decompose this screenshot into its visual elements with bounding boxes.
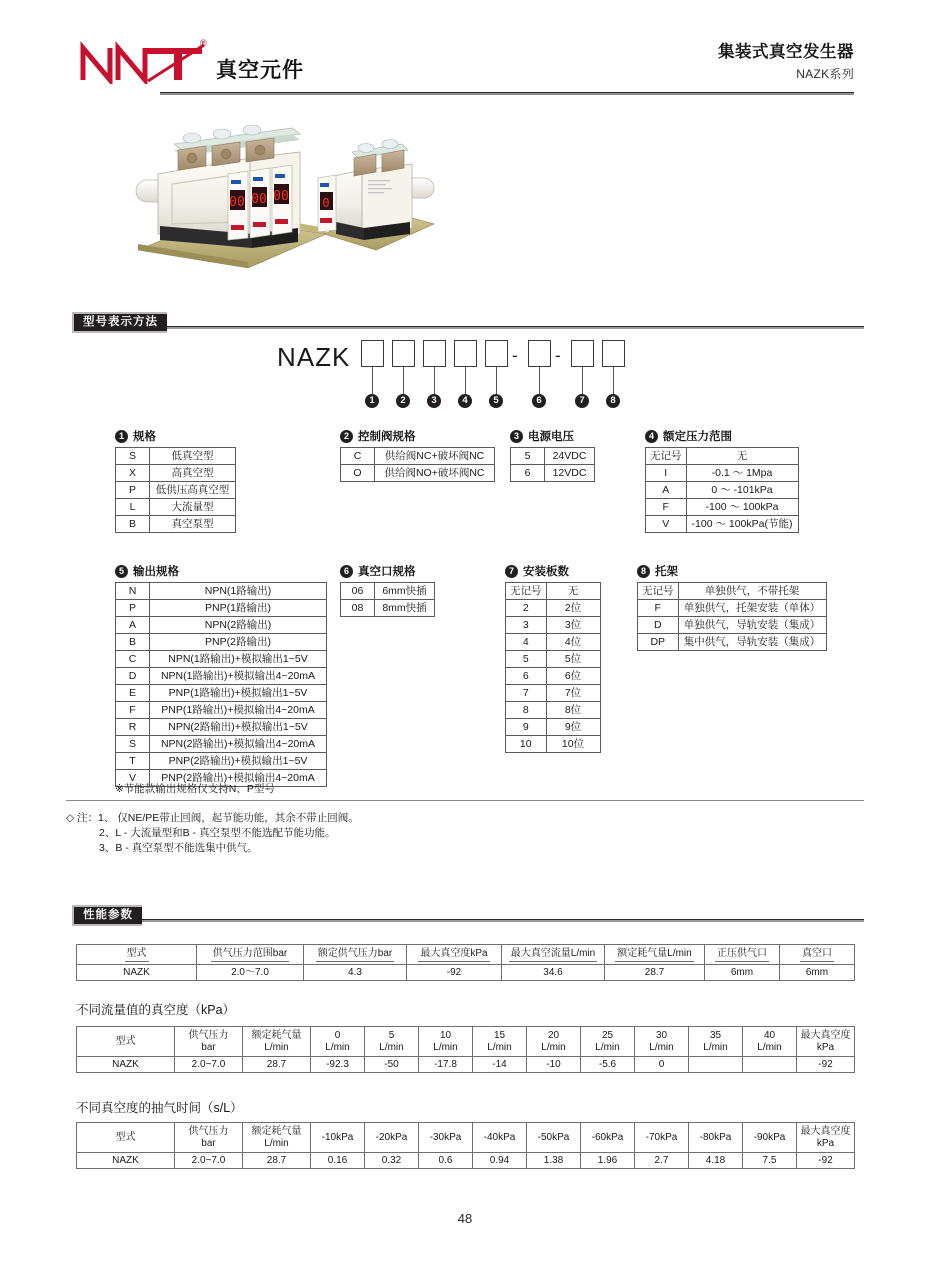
leader-line-8 [613, 367, 614, 394]
table-row: 5 5位 [506, 651, 601, 668]
col-header: -30kPa [419, 1123, 473, 1153]
model-code-diagram [0, 340, 930, 412]
col-header: 正压供气口 [705, 945, 780, 965]
table-row [77, 965, 855, 981]
cell: NAZK [77, 965, 197, 981]
svg-text:00: 00 [229, 195, 245, 210]
cell [689, 1057, 743, 1073]
col-header: 型式 [77, 1027, 175, 1057]
table-row: X 高真空型 [116, 465, 236, 482]
table-row: 2 2位 [506, 600, 601, 617]
section-header-performance [72, 905, 864, 922]
cell: 6mm [780, 965, 855, 981]
cell [743, 1057, 797, 1073]
cell: 2.0~7.0 [175, 1057, 243, 1073]
group-title-text: 电源电压 [528, 431, 574, 443]
option-group-specification [115, 428, 236, 533]
option-table [645, 447, 799, 533]
leader-line-1 [372, 367, 373, 394]
col-header: 供气压力 bar [175, 1027, 243, 1057]
cell: -92 [797, 1153, 855, 1169]
col-header: 真空口 [780, 945, 855, 965]
col-header: 型式 [77, 1123, 175, 1153]
col-header: 最大真空度 kPa [797, 1027, 855, 1057]
col-header: 额定耗气量L/min [605, 945, 705, 965]
table-row: V -100 ～ 100kPa(节能) [646, 516, 799, 533]
cell: 4.18 [689, 1153, 743, 1169]
cell: 6mm [705, 965, 780, 981]
col-header: -40kPa [473, 1123, 527, 1153]
table-row: 无记号 单独供气，不带托架 [638, 583, 827, 600]
table-row: N NPN(1路输出) [116, 583, 327, 600]
option-group-control-valve [340, 428, 495, 482]
page-series: NAZK系列 [796, 67, 854, 81]
cell: 0.32 [365, 1153, 419, 1169]
leader-line-2 [403, 367, 404, 394]
cell: 28.7 [605, 965, 705, 981]
table-row: B 真空泵型 [116, 516, 236, 533]
leader-line-4 [465, 367, 466, 394]
table-row: 无记号 无 [506, 583, 601, 600]
leader-line-3 [434, 367, 435, 394]
group-number-icon: 7 [505, 565, 518, 578]
cell: 0 [635, 1057, 689, 1073]
note-line-3: 3、B - 真空泵型不能选集中供气。 [99, 842, 258, 854]
table-row: F 单独供气，托架安装（单体） [638, 600, 827, 617]
col-header: 最大真空度 kPa [797, 1123, 855, 1153]
table-row: C 供给阀NC+破坏阀NC [341, 448, 495, 465]
cell: 4.3 [304, 965, 407, 981]
registered-trademark-icon: ® [200, 38, 207, 48]
option-group-pressure-range [645, 428, 799, 533]
header-title-block [718, 38, 854, 82]
cell: -92.3 [311, 1057, 365, 1073]
option-group-bracket [637, 563, 827, 651]
product-photo [130, 122, 440, 272]
cell: -10 [527, 1057, 581, 1073]
group-number-icon: 4 [645, 430, 658, 443]
table-row: D NPN(1路输出)+模拟输出4~20mA [116, 668, 327, 685]
table-row: S 低真空型 [116, 448, 236, 465]
section-label: 型号表示方法 [72, 312, 167, 333]
table-row: E PNP(1路输出)+模拟输出1~5V [116, 685, 327, 702]
table-row: B PNP(2路输出) [116, 634, 327, 651]
col-header: 10 L/min [419, 1027, 473, 1057]
model-marker-7: 7 [575, 394, 589, 408]
group-title-text: 规格 [133, 431, 156, 443]
option-table [637, 582, 827, 651]
table-row: 06 6mm快插 [341, 583, 435, 600]
table-row: L 大流量型 [116, 499, 236, 516]
table-row: 无记号 无 [646, 448, 799, 465]
pumping-time-title: 不同真空度的抽气时间（s/L） [76, 1101, 243, 1115]
cell: 2.7 [635, 1153, 689, 1169]
table-row: 5 24VDC [511, 448, 595, 465]
model-box-1[interactable] [361, 340, 384, 367]
page-title: 集装式真空发生器 [718, 43, 854, 61]
cell: -50 [365, 1057, 419, 1073]
option-group-output-spec [115, 563, 327, 787]
cell: -5.6 [581, 1057, 635, 1073]
group-number-icon: 1 [115, 430, 128, 443]
table-row: 4 4位 [506, 634, 601, 651]
table-row: R NPN(2路输出)+模拟输出1~5V [116, 719, 327, 736]
col-header: 0 L/min [311, 1027, 365, 1057]
col-header: 25 L/min [581, 1027, 635, 1057]
table-row: F PNP(1路输出)+模拟输出4~20mA [116, 702, 327, 719]
model-marker-3: 3 [427, 394, 441, 408]
col-header: -80kPa [689, 1123, 743, 1153]
model-marker-4: 4 [458, 394, 472, 408]
note-text-1: 1、 仅NE/PE带止回阀，起节能功能，其余不带止回阀。 [98, 812, 359, 824]
option-table [115, 447, 236, 533]
model-box-4[interactable] [454, 340, 477, 367]
table-header-row [77, 945, 855, 965]
table-row: 7 7位 [506, 685, 601, 702]
col-header: -90kPa [743, 1123, 797, 1153]
group-title-text: 额定压力范围 [663, 431, 732, 443]
option-table [510, 447, 595, 482]
group-title [645, 428, 799, 444]
model-marker-1: 1 [365, 394, 379, 408]
model-box-8[interactable] [602, 340, 625, 367]
table-row: 10 10位 [506, 736, 601, 753]
model-box-5[interactable] [485, 340, 508, 367]
nnt-logo [78, 40, 213, 82]
group-number-icon: 2 [340, 430, 353, 443]
table-row: DP 集中供气，导轨安装（集成） [638, 634, 827, 651]
table-row: O 供给阀NO+破坏阀NC [341, 465, 495, 482]
table-row: I -0.1 ～ 1Mpa [646, 465, 799, 482]
group-title-text: 安装板数 [523, 566, 569, 578]
col-header: 30 L/min [635, 1027, 689, 1057]
col-header: 20 L/min [527, 1027, 581, 1057]
option-table [505, 582, 601, 753]
vacuum-by-flow-title: 不同流量值的真空度（kPa） [76, 1003, 236, 1017]
model-box-6[interactable] [528, 340, 551, 367]
group-title-text: 输出规格 [133, 566, 179, 578]
model-box-7[interactable] [571, 340, 594, 367]
group-title-text: 托架 [655, 566, 678, 578]
model-marker-5: 5 [489, 394, 503, 408]
table-header-row [77, 1123, 855, 1153]
cell: 2.0～7.0 [197, 965, 304, 981]
col-header: 5 L/min [365, 1027, 419, 1057]
svg-text:0: 0 [322, 196, 330, 210]
model-prefix: NAZK [277, 342, 351, 372]
cell: -14 [473, 1057, 527, 1073]
col-header: -70kPa [635, 1123, 689, 1153]
table-row: C NPN(1路输出)+模拟输出1~5V [116, 651, 327, 668]
option-table [340, 582, 435, 617]
group-title [510, 428, 595, 444]
col-header: 最大真空流量L/min [502, 945, 605, 965]
leader-line-7 [582, 367, 583, 394]
table-row: T PNP(2路输出)+模拟输出1~5V [116, 753, 327, 770]
col-header: 40 L/min [743, 1027, 797, 1057]
col-header: 型式 [77, 945, 197, 965]
cell: 1.38 [527, 1153, 581, 1169]
table-row: 6 6位 [506, 668, 601, 685]
option-table [115, 582, 327, 787]
table-row [77, 1057, 855, 1073]
page-number: 48 [457, 1211, 473, 1226]
col-header: 额定供气压力bar [304, 945, 407, 965]
cell: -92 [407, 965, 502, 981]
table-row: A 0 ～ -101kPa [646, 482, 799, 499]
performance-table [76, 944, 855, 981]
col-header: 额定耗气量 L/min [243, 1027, 311, 1057]
section-header-model-designation [72, 312, 864, 329]
group-title [340, 563, 435, 579]
note-line-2: 2、L - 大流量型和B - 真空泵型不能选配节能功能。 [99, 827, 336, 839]
table-row: S NPN(2路输出)+模拟输出4~20mA [116, 736, 327, 753]
brand-chinese-name: 真空元件 [216, 59, 304, 82]
cell: 0.16 [311, 1153, 365, 1169]
col-header: -20kPa [365, 1123, 419, 1153]
option-group-supply-voltage [510, 428, 595, 482]
vacuum-by-flow-table [76, 1026, 855, 1073]
table-row: 08 8mm快插 [341, 600, 435, 617]
col-header: 最大真空度kPa [407, 945, 502, 965]
group-title-text: 真空口规格 [358, 566, 416, 578]
output-spec-footnote: ※节能款输出规格仅支持N、P型号 [115, 783, 275, 795]
leader-line-6 [539, 367, 540, 394]
header-divider [160, 92, 854, 95]
table-row: A NPN(2路输出) [116, 617, 327, 634]
cell: 7.5 [743, 1153, 797, 1169]
table-row: 8 8位 [506, 702, 601, 719]
table-row: 9 9位 [506, 719, 601, 736]
note-line-1 [66, 811, 359, 826]
page-header [0, 38, 930, 100]
model-dash-2: - [555, 346, 561, 365]
svg-text:00: 00 [273, 189, 289, 204]
leader-line-5 [496, 367, 497, 394]
cell: 0.94 [473, 1153, 527, 1169]
note-marker: ◇ 注： [66, 812, 98, 824]
pumping-time-table [76, 1122, 855, 1169]
cell: NAZK [77, 1057, 175, 1073]
table-row [77, 1153, 855, 1169]
table-row: F -100 ～ 100kPa [646, 499, 799, 516]
notes-block [66, 811, 359, 856]
model-marker-6: 6 [532, 394, 546, 408]
col-header: 35 L/min [689, 1027, 743, 1057]
table-row: 3 3位 [506, 617, 601, 634]
cell: 34.6 [502, 965, 605, 981]
table-row: 6 12VDC [511, 465, 595, 482]
cell: 28.7 [243, 1153, 311, 1169]
group-title [505, 563, 601, 579]
model-marker-8: 8 [606, 394, 620, 408]
group-number-icon: 6 [340, 565, 353, 578]
group-title [340, 428, 495, 444]
cell: 2.0~7.0 [175, 1153, 243, 1169]
option-table [340, 447, 495, 482]
cell: -17.8 [419, 1057, 473, 1073]
cell: 28.7 [243, 1057, 311, 1073]
table-row: D 单独供气，导轨安装（集成） [638, 617, 827, 634]
group-title-text: 控制阀规格 [358, 431, 416, 443]
table-row: P 低供压高真空型 [116, 482, 236, 499]
col-header: -50kPa [527, 1123, 581, 1153]
cell: -92 [797, 1057, 855, 1073]
group-number-icon: 8 [637, 565, 650, 578]
group-title [115, 563, 327, 579]
col-header: 供气压力范围bar [197, 945, 304, 965]
group-number-icon: 5 [115, 565, 128, 578]
cell: NAZK [77, 1153, 175, 1169]
model-box-3[interactable] [423, 340, 446, 367]
cell: 1.96 [581, 1153, 635, 1169]
table-row: P PNP(1路输出) [116, 600, 327, 617]
group-number-icon: 3 [510, 430, 523, 443]
col-header: -60kPa [581, 1123, 635, 1153]
model-box-2[interactable] [392, 340, 415, 367]
group-title [637, 563, 827, 579]
group-title [115, 428, 236, 444]
col-header: -10kPa [311, 1123, 365, 1153]
col-header: 额定耗气量 L/min [243, 1123, 311, 1153]
option-group-station-count [505, 563, 601, 753]
cell: 0.6 [419, 1153, 473, 1169]
model-dash-1: - [512, 346, 518, 365]
option-group-vacuum-port [340, 563, 435, 617]
model-marker-2: 2 [396, 394, 410, 408]
col-header: 15 L/min [473, 1027, 527, 1057]
col-header: 供气压力 bar [175, 1123, 243, 1153]
section-label: 性能参数 [72, 905, 142, 926]
table-header-row [77, 1027, 855, 1057]
svg-text:00: 00 [251, 192, 267, 207]
notes-divider [66, 800, 864, 801]
table-row: V PNP(2路输出)+模拟输出4~20mA [116, 770, 327, 787]
